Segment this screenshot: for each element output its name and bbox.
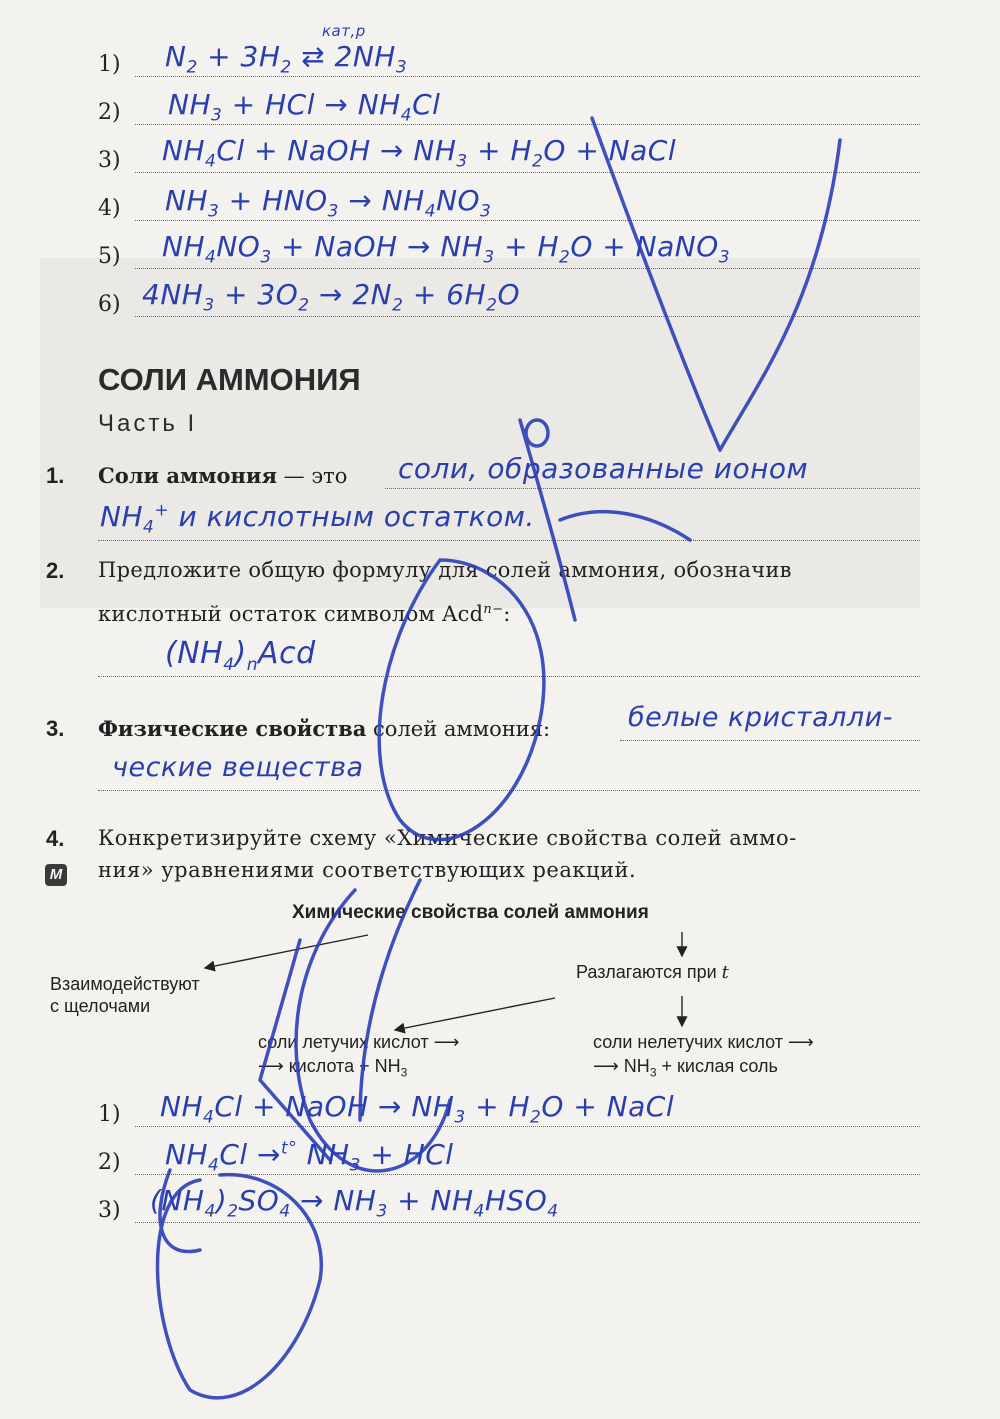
question-1-text: Соли аммония — это <box>98 463 348 488</box>
section-part: Часть I <box>98 410 198 437</box>
reaction-2-equation: $NH_3$ + HCl → $NH_4Cl$ <box>168 88 441 126</box>
m-badge-icon: M <box>45 864 67 886</box>
bottom-reaction-1-number: 1) <box>98 1102 121 1127</box>
diagram-nonvolatile-line-1: соли нелетучих кислот ⟶ <box>593 1032 814 1052</box>
question-1-answer-line-2: $NH_4^+$ и кислотным остатком. <box>100 500 535 538</box>
reaction-6-number: 6) <box>98 292 121 317</box>
diagram-left-line-2: с щелочами <box>50 996 151 1016</box>
diagram-left-line-1: Взаимодействуют <box>50 974 200 994</box>
diagram-title: Химические свойства солей аммония <box>292 902 649 923</box>
bottom-reaction-2-equation: $NH_4Cl \to^{t^\circ}$ $NH_3$ + HCl <box>165 1138 454 1176</box>
diagram-volatile-line-1: соли летучих кислот ⟶ <box>258 1032 460 1052</box>
diagram-volatile-line-2: ⟶ кислота + $NH_3$ <box>258 1056 408 1080</box>
question-3-number: 3. <box>46 716 65 741</box>
bottom-reaction-1-equation: $NH_4Cl$ + NaOH → $NH_3 + H_2O$ + NaCl <box>160 1090 675 1128</box>
question-1-number: 1. <box>46 463 65 488</box>
question-4-line-2: ния» уравнениями соответствующих реакций. <box>98 858 637 882</box>
question-2-answer: $(NH_4)_nAcd$ <box>165 636 316 675</box>
question-3-text: Физические свойства солей аммония: <box>98 716 551 741</box>
section-title: СОЛИ АММОНИЯ <box>98 362 361 397</box>
reaction-3-number: 3) <box>98 148 121 173</box>
question-2-line-1: Предложите общую формулу для солей аммония, обозначив <box>98 558 792 582</box>
question-4-line-1: Конкретизируйте схему «Химические свойства солей аммо- <box>98 826 797 850</box>
reaction-1-catalyst: кат,p <box>322 22 366 40</box>
question-2-number: 2. <box>46 558 65 583</box>
question-2-line-2: кислотный остаток символом Acd$^{n-}$: <box>98 602 511 626</box>
reaction-1-number: 1) <box>98 52 121 77</box>
diagram-right: Разлагаются при t <box>576 962 729 983</box>
question-1-answer-line-1: соли, образованные ионом <box>398 452 809 485</box>
reaction-2-number: 2) <box>98 100 121 125</box>
reaction-4-number: 4) <box>98 196 121 221</box>
reaction-6-equation: $4NH_3 + 3O_2 \to 2N_2 + 6H_2O$ <box>142 278 520 316</box>
reaction-1-equation: $N_2 + 3H_2$ ⇄ $2NH_3$ <box>165 40 408 78</box>
bottom-reaction-2-number: 2) <box>98 1150 121 1175</box>
reaction-4-equation: $NH_3 + HNO_3 \to NH_4NO_3$ <box>165 184 492 222</box>
question-3-answer-line-1: белые кристалли- <box>628 702 893 733</box>
bottom-reaction-3-number: 3) <box>98 1198 121 1223</box>
reaction-5-equation: $NH_4NO_3$ + NaOH → $NH_3 + H_2O$ + NaNO$_3$ <box>162 230 731 268</box>
reaction-5-number: 5) <box>98 244 121 269</box>
diagram-nonvolatile-line-2: ⟶ $NH_3$ + кислая соль <box>593 1056 778 1080</box>
bottom-reaction-3-equation: $(NH_4)_2SO_4 \to NH_3 + NH_4HSO_4$ <box>150 1184 559 1222</box>
question-3-answer-line-2: ческие вещества <box>112 752 364 783</box>
reaction-3-equation: $NH_4Cl$ + NaOH → $NH_3 + H_2O$ + NaCl <box>162 134 677 172</box>
question-4-number: 4. <box>46 826 65 851</box>
